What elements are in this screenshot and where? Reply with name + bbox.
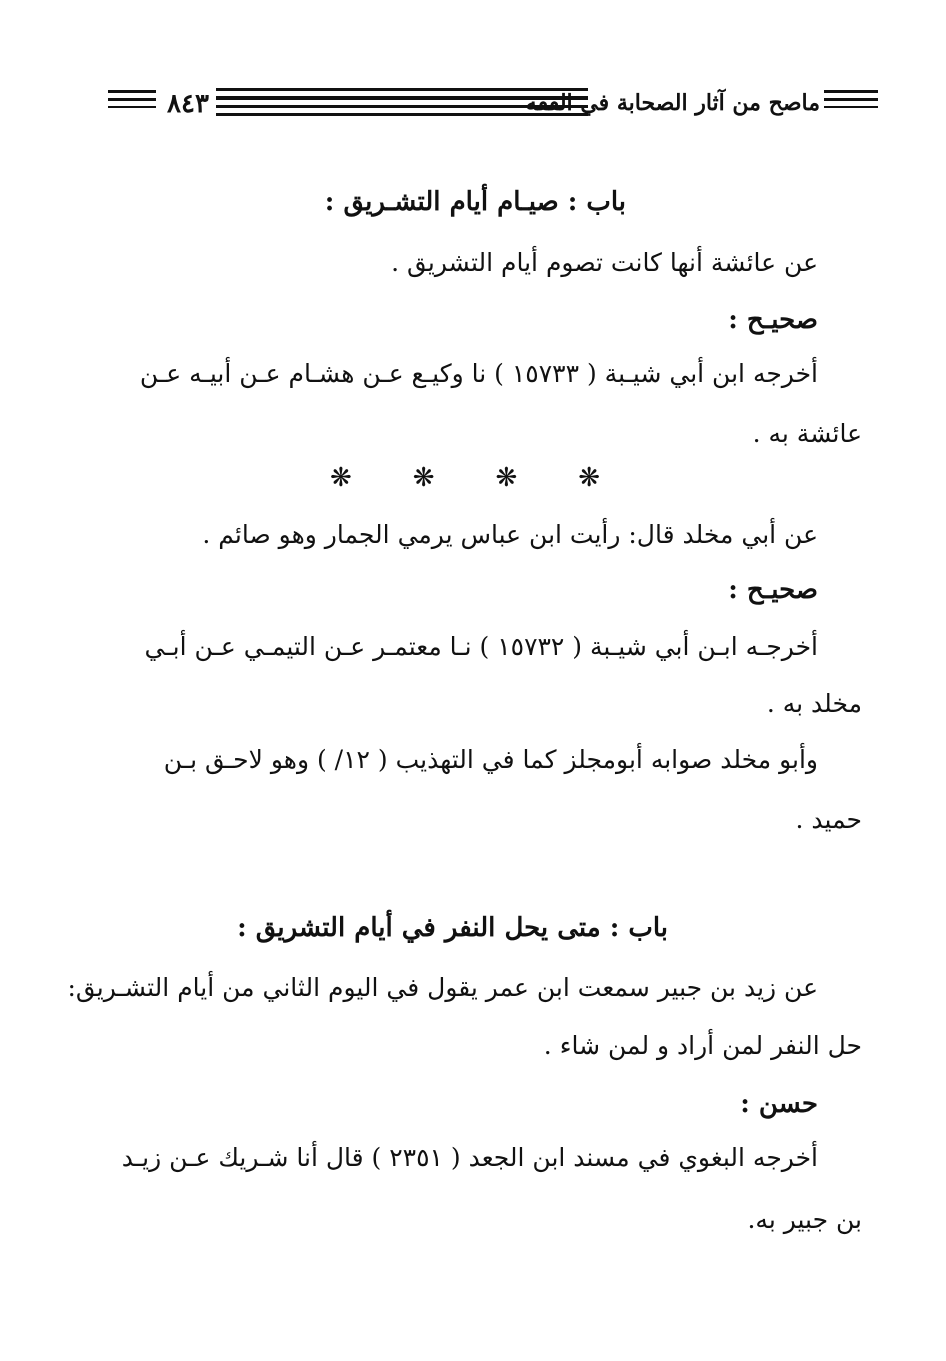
hadith-text: حل النفر لمن أراد و لمن شاء . [543, 1031, 862, 1060]
section-heading: باب : متى يحل النفر في أيام التشريق : [237, 913, 668, 943]
takhrij-line: عائشة به . [752, 419, 862, 448]
asterism-icon: ❋ [412, 463, 435, 493]
note-line: وأبو مخلد صوابه أبومجلز كما في التهذيب ( ١٢/ ) وهو لاحـق بـن [163, 745, 818, 774]
header-rule-right [824, 90, 878, 108]
asterism-icon: ❋ [495, 463, 518, 493]
hadith-grade: صحيـح : [728, 575, 818, 605]
takhrij-line: بن جبير به. [747, 1205, 862, 1234]
section-separator [330, 462, 600, 494]
hadith-text: عن زيد بن جبير سمعت ابن عمر يقول في اليوم الثاني من أيام التشـريق: [67, 973, 818, 1002]
hadith-grade: صحيـح : [728, 305, 818, 335]
header-rule-left [108, 90, 156, 108]
takhrij-line: أخرجـه ابـن أبي شيـبة ( ١٥٧٣٢ ) نـا معتمـر عـن التيمـي عـن أبـي [144, 632, 818, 661]
takhrij-line: مخلد به . [766, 689, 862, 718]
takhrij-line: أخرجه ابن أبي شيـبة ( ١٥٧٣٣ ) نا وكيـع عـن هشـام عـن أبيـه عـن [139, 359, 818, 388]
hadith-grade: حسن : [740, 1089, 818, 1119]
note-line: حميد . [795, 805, 862, 834]
takhrij-line: أخرجه البغوي في مسند ابن الجعد ( ٢٣٥١ ) قال أنا شـريك عـن زيـد [121, 1143, 818, 1172]
section-heading: باب : صيـام أيام التشـريق : [324, 187, 626, 217]
asterism-icon: ❋ [578, 463, 600, 493]
hadith-text: عن عائشة أنها كانت تصوم أيام التشريق . [391, 248, 818, 277]
running-title: ماصح من آثار الصحابة في الفقه [525, 90, 820, 116]
hadith-text: عن أبي مخلد قال: رأيت ابن عباس يرمي الجمار وهو صائم . [202, 520, 818, 549]
asterism-icon: ❋ [330, 463, 352, 493]
running-header [108, 84, 878, 124]
page-number: ٨٤٣ [167, 89, 209, 119]
